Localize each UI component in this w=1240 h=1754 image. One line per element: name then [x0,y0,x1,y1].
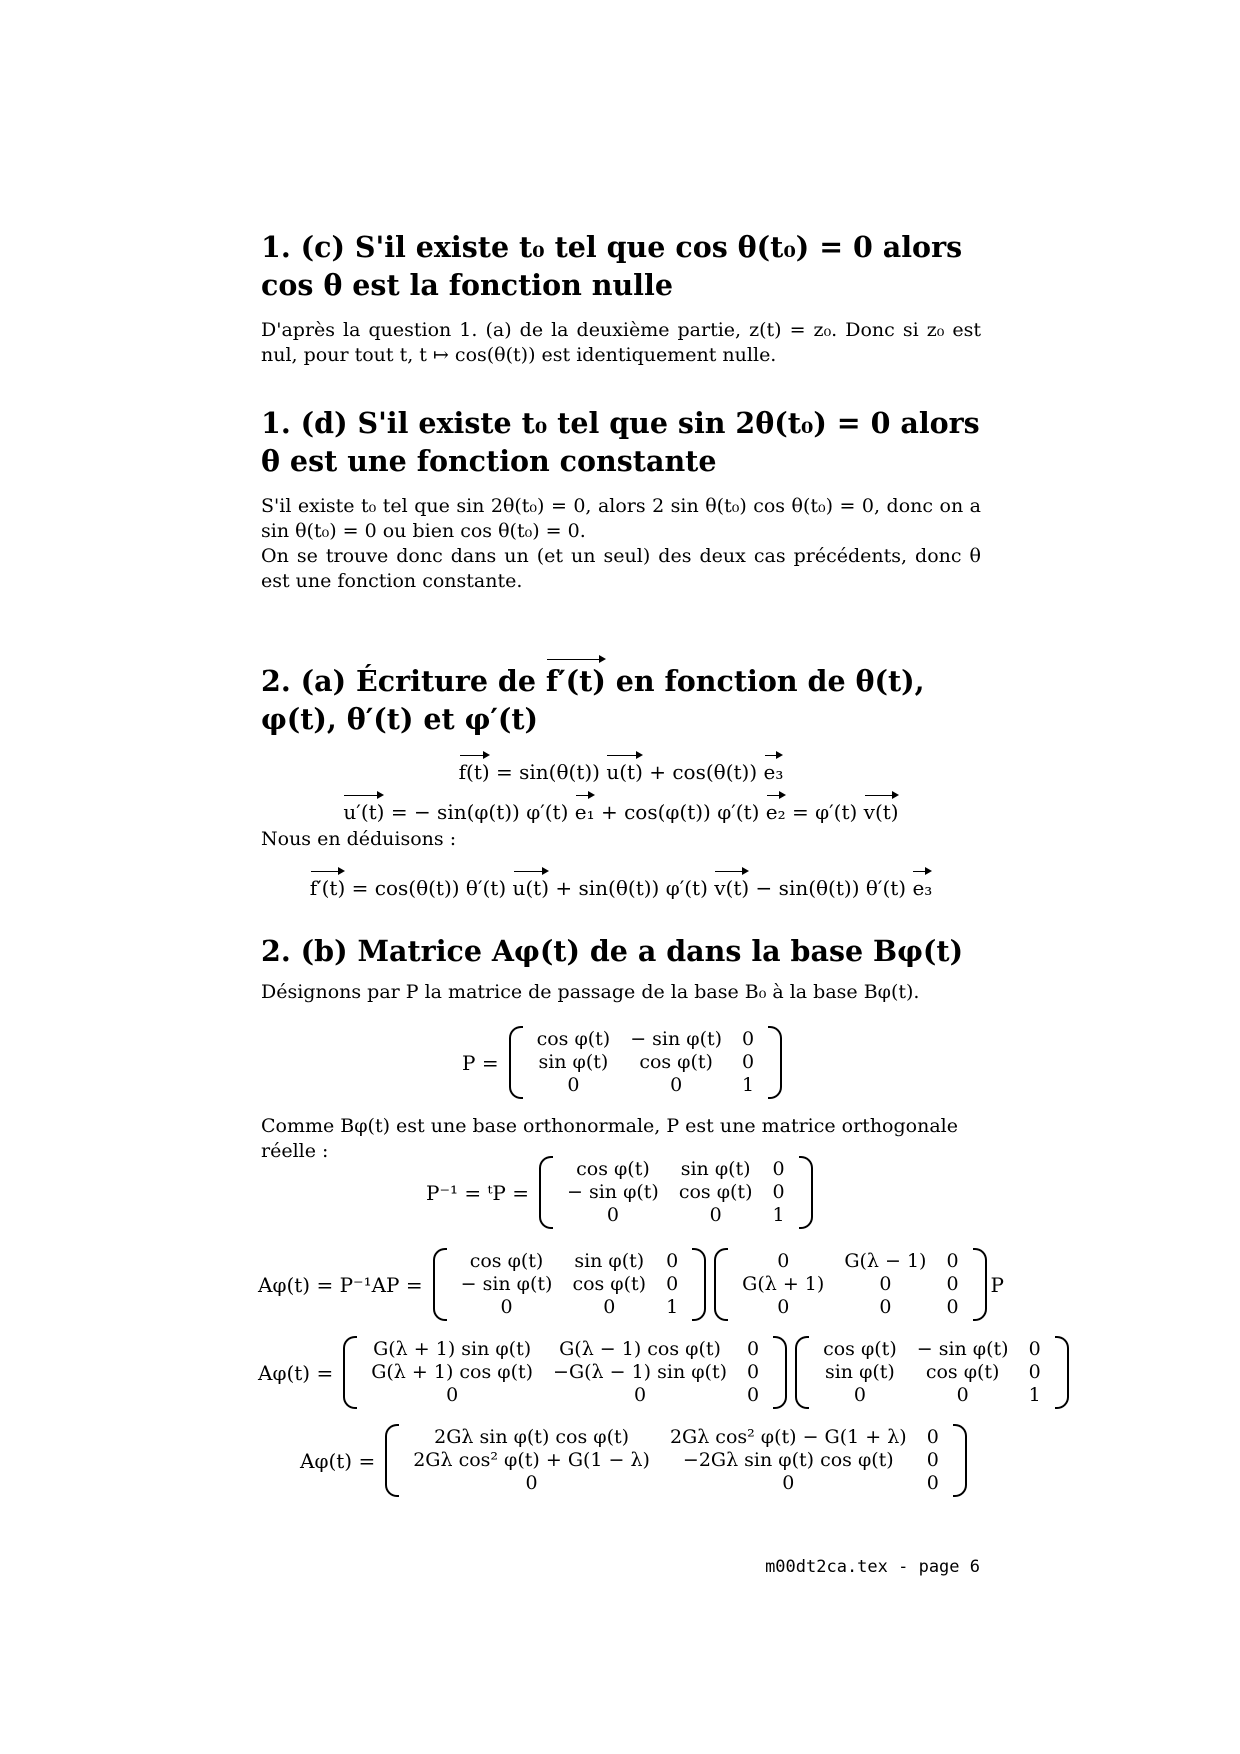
section-2b-intro: Désignons par P la matrice de passage de la base B₀ à la base Bφ(t). [261,981,920,1003]
matrix-cells [451,1250,689,1319]
orthonormal-text: Comme Bφ(t) est une base orthonormale, P est une matrice orthogonale réelle : [261,1115,958,1162]
matrix-cell: 0 [772,1158,785,1180]
section-2a-heading [261,656,981,738]
section-2b-title: 2. (b) Matrice Aφ(t) de a dans la base Bφ(t) [261,934,964,968]
matrix-cell: 0 [446,1384,459,1406]
matrix-p [509,1026,783,1099]
matrix-cell: 0 [853,1384,866,1406]
right-paren [973,1248,987,1321]
matrix-row [403,1472,949,1495]
vector-f-prime: f′(t) [546,656,606,700]
matrix-cell: −2Gλ sin φ(t) cos φ(t) [682,1449,894,1471]
vector-v: v(t) [714,868,749,902]
section-1d-title: 1. (d) S'il existe t₀ tel que sin 2θ(t₀) = 0 alors θ est une fonction constante [261,406,980,478]
section-1c-title: 1. (c) S'il existe t₀ tel que cos θ(t₀) = 0 alors cos θ est la fonction nulle [261,230,963,302]
matrix-cell: 1 [742,1074,755,1096]
matrix-cell: 0 [500,1296,513,1318]
matrix-row [361,1361,769,1384]
matrix-cell: G(λ + 1) sin φ(t) [373,1338,532,1360]
equation-f-prime: f′(t) = cos(θ(t)) θ′(t) u(t) + sin(θ(t)) φ′(t) v(t) − sin(θ(t)) θ′(t) e₃ [261,868,981,902]
right-paren [692,1248,706,1321]
matrix-cell: 0 [666,1250,679,1272]
matrix-row [451,1250,689,1273]
matrix-cell: 0 [772,1181,785,1203]
matrix-cell: cos φ(t) [678,1181,753,1203]
vector-e3: e₃ [912,868,932,902]
matrix-row [451,1296,689,1319]
right-paren [773,1336,787,1409]
matrix-a3-equation: Aφ(t) = 2Gλ sin φ(t) cos φ(t) 2Gλ cos² φ(t) − G(1 + λ) 0 2Gλ cos² φ(t) + G(1 − λ) −2Gλ sin φ(t) cos φ(t) 0 0 0 0 [300,1424,971,1497]
matrix-m3 [385,1424,967,1497]
matrix-cell: 0 [777,1250,790,1272]
matrix-cells [813,1338,1051,1407]
deduce-text: Nous en déduisons : [261,828,457,850]
matrix-cells [361,1338,769,1407]
matrix-row [403,1449,949,1472]
vector-u-prime: u′(t) [343,792,384,826]
right-paren [953,1424,967,1497]
matrix-cell: 2Gλ cos² φ(t) − G(1 + λ) [669,1426,907,1448]
matrix-cell: − sin φ(t) [567,1181,659,1203]
left-paren [385,1424,399,1497]
matrix-cells [403,1426,949,1495]
matrix-cell: 0 [956,1384,969,1406]
right-paren [768,1026,782,1099]
matrix-row [361,1338,769,1361]
matrix-cell: sin φ(t) [538,1051,609,1073]
matrix-cell: 0 [666,1273,679,1295]
matrix-a1-equation: Aφ(t) = P⁻¹AP = cos φ(t) sin φ(t) 0 − sin φ(t) cos φ(t) 0 0 0 1 0 G(λ − 1) 0 G(λ + 1) 0 0 0 0 0 P [258,1248,1004,1321]
matrix-cell: G(λ + 1) cos φ(t) [371,1361,534,1383]
matrix-cell: 0 [926,1472,939,1494]
matrix-cell: 0 [1028,1338,1041,1360]
matrix-cell: cos φ(t) [572,1273,647,1295]
matrix-cell: 0 [1028,1361,1041,1383]
matrix-cell: 0 [747,1338,760,1360]
matrix-cell: 0 [747,1361,760,1383]
matrix-m2 [343,1336,787,1409]
matrix-cell: G(λ − 1) cos φ(t) [559,1338,721,1360]
matrix-a2-equation: Aφ(t) = G(λ + 1) sin φ(t) G(λ − 1) cos φ(t) 0 G(λ + 1) cos φ(t) −G(λ − 1) sin φ(t) 0 0 0 0 cos φ(t) − sin φ(t) 0 sin φ(t) cos φ(t) 0 0 0 1 [258,1336,1073,1409]
matrix-cell: sin φ(t) [680,1158,751,1180]
matrix-cell: G(λ + 1) [742,1273,825,1295]
matrix-cell: 0 [946,1250,959,1272]
matrix-p-equation: P = cos φ(t) − sin φ(t) 0 sin φ(t) cos φ(t) 0 0 0 1 [462,1026,786,1099]
matrix-p-inverse [539,1156,813,1229]
left-paren [509,1026,523,1099]
matrix-cell: 0 [926,1449,939,1471]
matrix-row [557,1181,795,1204]
matrix-cell: 0 [946,1296,959,1318]
matrix-row [361,1384,769,1407]
matrix-cell: 0 [777,1296,790,1318]
section-1c [261,228,981,368]
matrix-cells [557,1158,795,1227]
vector-f: f(t) [459,752,490,786]
matrix-cell: 0 [742,1028,755,1050]
left-paren [433,1248,447,1321]
matrix-cell: 1 [1028,1384,1041,1406]
matrix-row [527,1028,765,1051]
matrix-cell: cos φ(t) [823,1338,897,1360]
matrix-cell: sin φ(t) [824,1361,895,1383]
matrix-a [714,1248,986,1321]
matrix-cell: 0 [946,1273,959,1295]
matrix-cell: cos φ(t) [925,1361,1000,1383]
right-paren [799,1156,813,1229]
page-footer: m00dt2ca.tex - page 6 [765,1557,980,1577]
matrix-row [813,1338,1051,1361]
equation-f: f(t) = sin(θ(t)) u(t) + cos(θ(t)) e₃ [261,752,981,786]
matrix-row [813,1361,1051,1384]
matrix-cell: 0 [782,1472,795,1494]
matrix-cell: cos φ(t) [536,1028,611,1050]
matrix-row [732,1273,968,1296]
section-1c-body: D'après la question 1. (a) de la deuxième partie, z(t) = z₀. Donc si z₀ est nul, pour tout t, t ↦ cos(θ(t)) est identiquement nulle. [261,319,981,366]
section-2a-title: 2. (a) Écriture de f′(t) en fonction de θ(t), φ(t), θ′(t) et φ′(t) [261,656,981,738]
matrix-cell: 0 [525,1472,538,1494]
section-1d-body-1: S'il existe t₀ tel que sin 2θ(t₀) = 0, alors 2 sin θ(t₀) cos θ(t₀) = 0, donc on a sin θ(t₀) = 0 ou bien cos θ(t₀) = 0. [261,495,981,542]
matrix-row [527,1051,765,1074]
matrix-cell: 1 [772,1204,785,1226]
matrix-cell: 0 [879,1273,892,1295]
matrix-cell: 0 [747,1384,760,1406]
matrix-p-2 [795,1336,1069,1409]
vector-u: u(t) [606,752,643,786]
left-paren [795,1336,809,1409]
matrix-cell: 0 [670,1074,683,1096]
matrix-cell: − sin φ(t) [916,1338,1009,1360]
matrix-cell: 0 [926,1426,939,1448]
matrix-cell: sin φ(t) [574,1250,645,1272]
vector-e1: e₁ [575,792,595,826]
left-paren [343,1336,357,1409]
matrix-row [813,1384,1051,1407]
matrix-cell: 1 [666,1296,679,1318]
matrix-cell: 0 [606,1204,619,1226]
matrix-cell: − sin φ(t) [460,1273,553,1295]
section-1d [261,404,981,594]
left-paren [539,1156,553,1229]
matrix-cells [527,1028,765,1097]
vector-e2: e₂ [766,792,786,826]
matrix-row [732,1296,968,1319]
vector-v: v(t) [864,792,899,826]
matrix-p-inverse-2 [433,1248,707,1321]
matrix-p-inverse-equation: P⁻¹ = ᵗP = cos φ(t) sin φ(t) 0 − sin φ(t) cos φ(t) 0 0 0 1 [426,1156,817,1229]
matrix-cell: −G(λ − 1) sin φ(t) [553,1361,727,1383]
section-2b [261,932,981,1005]
equation-u-prime: u′(t) = − sin(φ(t)) φ′(t) e₁ + cos(φ(t)) φ′(t) e₂ = φ′(t) v(t) [261,792,981,826]
vector-u: u(t) [513,868,550,902]
matrix-cell: 0 [879,1296,892,1318]
matrix-row [732,1250,968,1273]
vector-e3: e₃ [764,752,784,786]
matrix-cell: 0 [709,1204,722,1226]
right-paren [1055,1336,1069,1409]
section-1d-body-2: On se trouve donc dans un (et un seul) des deux cas précédents, donc θ est une fonction constante. [261,545,981,592]
matrix-row [557,1204,795,1227]
matrix-cell: cos φ(t) [639,1051,713,1073]
matrix-cell: 0 [603,1296,616,1318]
matrix-cell: 0 [567,1074,580,1096]
matrix-cell: 0 [742,1051,755,1073]
vector-f-prime-lhs: f′(t) [310,868,346,902]
matrix-cell: − sin φ(t) [630,1028,723,1050]
matrix-row [403,1426,949,1449]
left-paren [714,1248,728,1321]
matrix-cell: cos φ(t) [576,1158,650,1180]
matrix-row [527,1074,765,1097]
matrix-cell: 2Gλ cos² φ(t) + G(1 − λ) [413,1449,650,1471]
matrix-row [557,1158,795,1181]
matrix-cell: 0 [633,1384,647,1406]
matrix-cell: 2Gλ sin φ(t) cos φ(t) [434,1426,630,1448]
matrix-cell: G(λ − 1) [844,1250,927,1272]
matrix-row [451,1273,689,1296]
matrix-cell: cos φ(t) [469,1250,544,1272]
matrix-cells [732,1250,968,1319]
